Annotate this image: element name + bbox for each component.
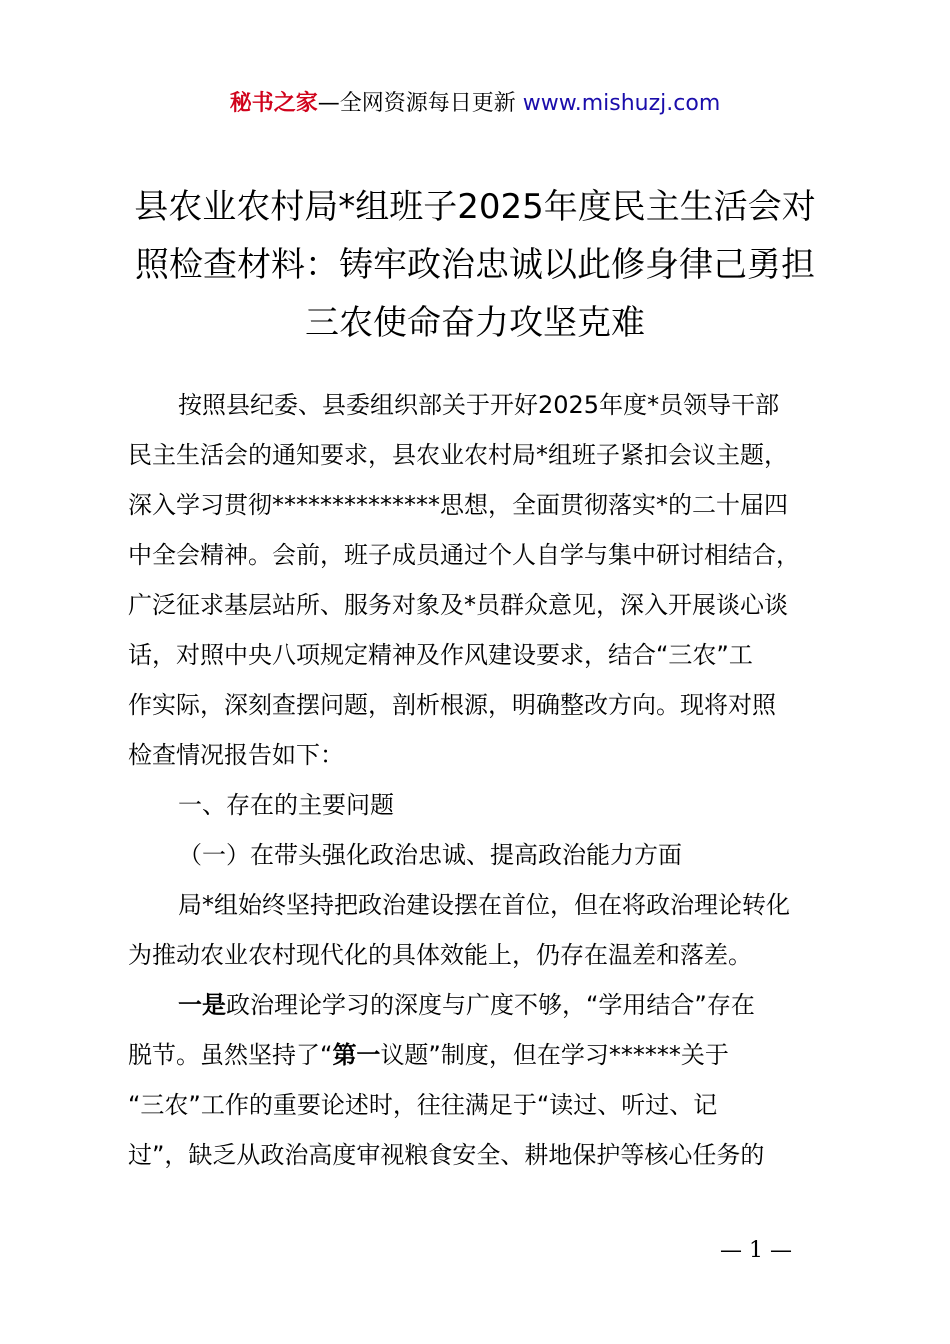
bold-marker: 第一 [332,1041,381,1069]
body-line: 深入学习贯彻**************思想，全面贯彻落实*的二十届四 [128,491,788,519]
body-line: 广泛征求基层站所、服务对象及*员群众意见，深入开展谈心谈 [128,591,788,619]
section-heading: 一、存在的主要问题 [178,791,394,819]
body-text-span: 脱节。虽然坚持了“ [128,1041,333,1069]
body-line [128,980,840,1030]
brand-name: 秘书之家 [229,91,318,116]
site-header [0,88,950,120]
subsection-heading: （一）在带头强化政治忠诚、提高政治能力方面 [178,841,682,869]
title-line: 县农业农村局*组班子2025年度民主生活会对 [134,187,816,227]
title-line: 照检查材料：铸牢政治忠诚以此修身律己勇担 [135,245,815,285]
body-line: 中全会精神。会前，班子成员通过个人自学与集中研讨相结合， [128,541,800,569]
body-line: 为推动农业农村现代化的具体效能上，仍存在温差和落差。 [128,941,752,969]
body-line: 按照县纪委、县委组织部关于开好2025年度*员领导干部 [178,391,780,419]
body-line: 局*组始终坚持把政治建设摆在首位，但在将政治理论转化 [178,891,790,919]
body-line: 检查情况报告如下： [128,741,344,769]
body-text-span: 政治理论学习的深度与广度不够，“学用结合”存在 [226,991,755,1019]
document-body [128,380,840,1180]
document-title [110,178,840,352]
site-url-link[interactable]: www.mishuzj.com [522,91,721,116]
title-line: 三农使命奋力攻坚克难 [305,303,645,343]
body-line: 话，对照中央八项规定精神及作风建设要求，结合“三农”工 [128,641,753,669]
body-line [128,1030,840,1080]
bold-marker: 一是 [178,991,226,1019]
page-number: — 1 — [720,1238,792,1263]
header-tagline: —全网资源每日更新 [317,91,516,116]
body-line: 民主生活会的通知要求，县农业农村局*组班子紧扣会议主题， [128,441,788,469]
body-text-span: 议题”制度，但在学习******关于 [380,1041,729,1069]
body-line: 过”，缺乏从政治高度审视粮食安全、耕地保护等核心任务的 [128,1141,765,1169]
body-line: 作实际，深刻查摆问题，剖析根源，明确整改方向。现将对照 [128,691,776,719]
body-line: “三农”工作的重要论述时，往往满足于“读过、听过、记 [128,1091,718,1119]
